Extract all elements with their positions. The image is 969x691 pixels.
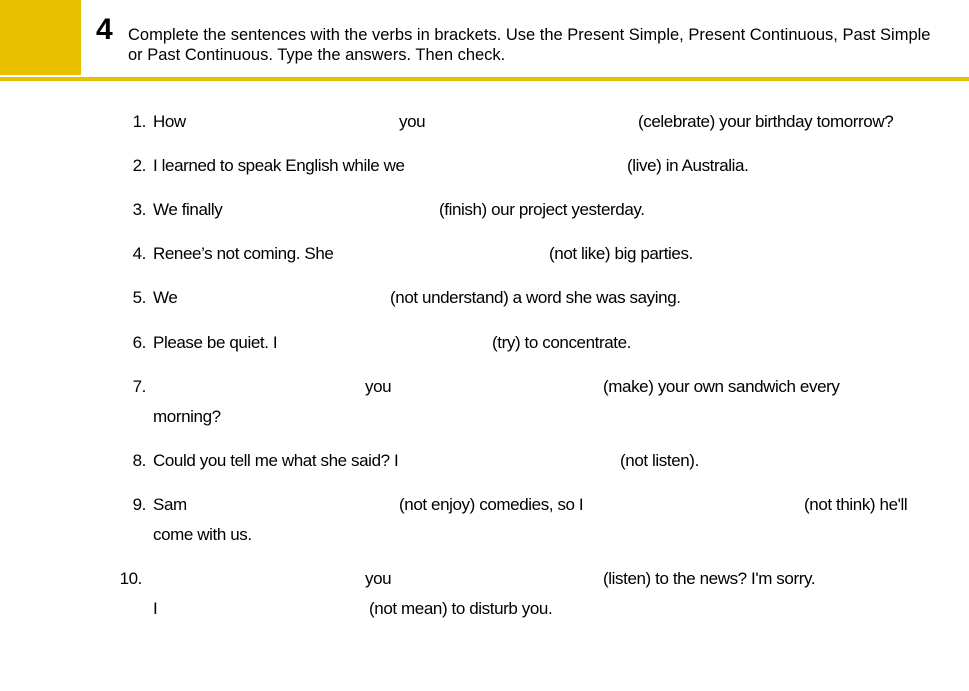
item-text: (not listen).	[620, 451, 699, 470]
item-text: How	[153, 112, 186, 131]
item-number: 5.	[132, 288, 146, 307]
answer-gap-input[interactable]	[413, 449, 613, 473]
item-text: (try) to concentrate.	[492, 333, 631, 352]
item-text: you	[399, 112, 426, 131]
answer-gap-input[interactable]	[285, 331, 485, 355]
item-text: I	[153, 599, 158, 618]
item-number: 9.	[132, 495, 146, 514]
answer-gap-input[interactable]	[420, 154, 620, 178]
item-text: Sam	[153, 495, 187, 514]
item-text: We	[153, 288, 178, 307]
answer-gap-input[interactable]	[232, 198, 432, 222]
answer-gap-input[interactable]	[195, 110, 390, 134]
item-text: Could you tell me what she said? I	[153, 451, 399, 470]
item-text: (not mean) to disturb you.	[369, 599, 553, 618]
answer-gap-input[interactable]	[153, 375, 358, 399]
item-text: (not like) big parties.	[549, 244, 693, 263]
item-text: (live) in Australia.	[627, 156, 749, 175]
answer-gap-input[interactable]	[153, 567, 358, 591]
item-text: I learned to speak English while we	[153, 156, 405, 175]
item-text: morning?	[153, 407, 221, 426]
item-text: (finish) our project yesterday.	[439, 200, 645, 219]
answer-gap-input[interactable]	[597, 493, 797, 517]
item-text: come with us.	[153, 525, 252, 544]
answer-gap-input[interactable]	[432, 110, 632, 134]
item-number: 8.	[132, 451, 146, 470]
answer-gap-input[interactable]	[192, 493, 392, 517]
exercise-number: 4	[96, 13, 113, 46]
answer-gap-input[interactable]	[184, 286, 384, 310]
item-number: 2.	[132, 156, 146, 175]
item-text: (not enjoy) comedies, so I	[399, 495, 584, 514]
item-number: 10.	[119, 569, 142, 588]
item-text: you	[365, 569, 392, 588]
item-text: Please be quiet. I	[153, 333, 278, 352]
item-text: Renee’s not coming. She	[153, 244, 334, 263]
item-text: you	[365, 377, 392, 396]
item-text: (not understand) a word she was saying.	[390, 288, 681, 307]
item-number: 1.	[132, 112, 146, 131]
item-number: 4.	[132, 244, 146, 263]
answer-gap-input[interactable]	[398, 567, 598, 591]
item-text: (not think) he'll	[804, 495, 908, 514]
item-number: 6.	[132, 333, 146, 352]
item-text: (celebrate) your birthday tomorrow?	[638, 112, 894, 131]
item-number: 7.	[132, 377, 146, 396]
item-text: (make) your own sandwich every	[603, 377, 840, 396]
answer-gap-input[interactable]	[398, 375, 598, 399]
answer-gap-input[interactable]	[163, 597, 363, 621]
item-text: We finally	[153, 200, 223, 219]
answer-gap-input[interactable]	[342, 242, 542, 266]
item-number: 3.	[132, 200, 146, 219]
item-text: (listen) to the news? I'm sorry.	[603, 569, 816, 588]
exercise-instructions: Complete the sentences with the verbs in brackets. Use the Present Simple, Present Continuous, Past Simple or Past Continuous. Type the answers. Then check.	[128, 26, 931, 64]
